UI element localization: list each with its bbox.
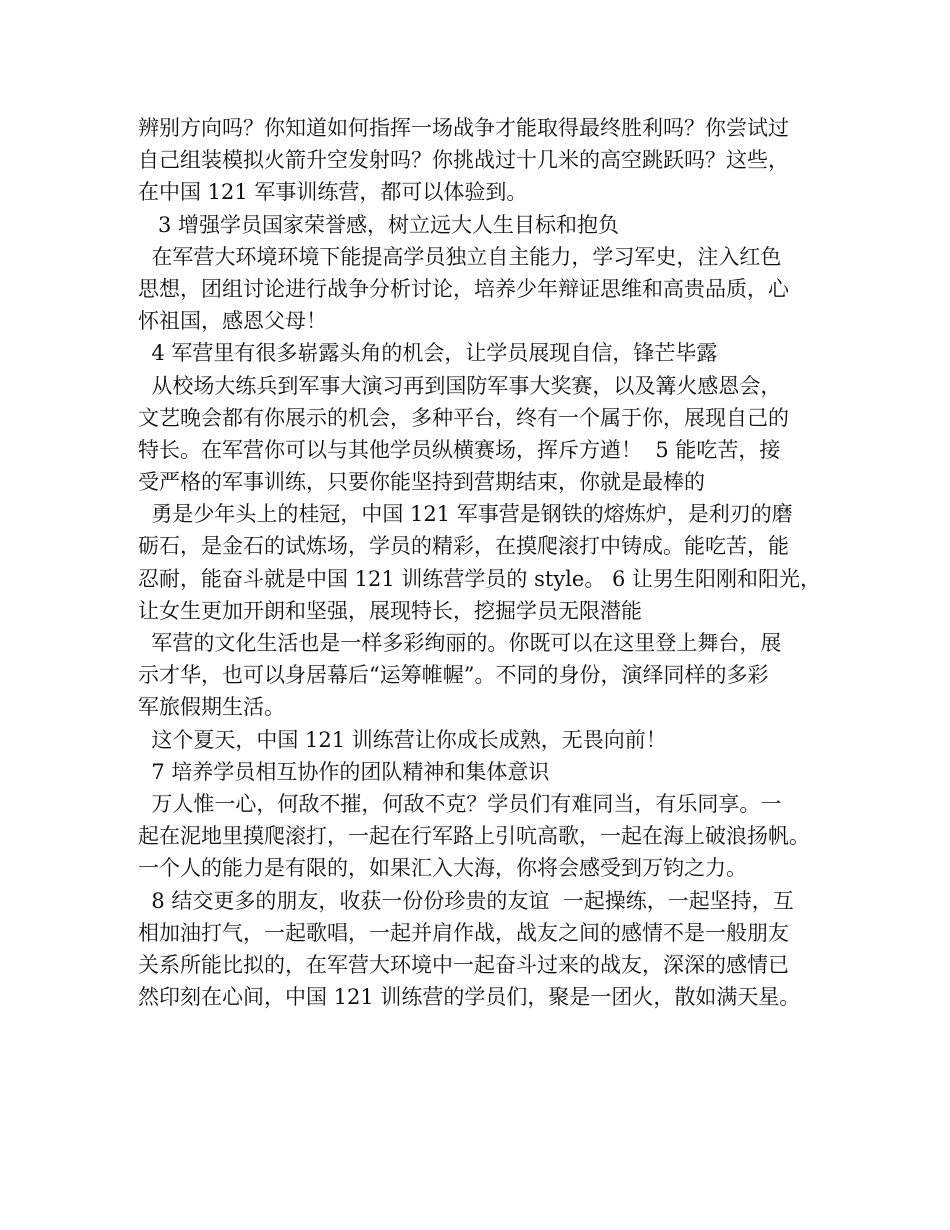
text-line: 忍耐，能奋斗就是中国 121 训练营学员的 style。 6 让男生阳刚和阳光，: [138, 566, 822, 591]
text-line: 然印刻在心间，中国 121 训练营的学员们，聚是一团火，散如满天星。: [138, 985, 801, 1010]
text-line: 一个人的能力是有限的，如果汇入大海，你将会感受到万钧之力。: [138, 856, 747, 881]
text-line: 勇是少年头上的桂冠，中国 121 军事营是钢铁的熔炼炉，是利刃的磨: [138, 502, 793, 527]
text-line: 文艺晚会都有你展示的机会，多种平台，终有一个属于你，展现自己的: [138, 405, 789, 430]
text-line: 相加油打气，一起歌唱，一起并肩作战，战友之间的感情不是一般朋友: [138, 920, 789, 945]
text-line: 思想，团组讨论进行战争分析讨论，培养少年辩证思维和高贵品质，心: [138, 276, 789, 301]
document-body: [138, 112, 838, 1013]
text-line: 军旅假期生活。: [138, 695, 285, 720]
text-line: 砺石，是金石的试炼场，学员的精彩，在摸爬滚打中铸成。能吃苦，能: [138, 534, 789, 559]
text-line: 8 结交更多的朋友，收获一份份珍贵的友谊 一起操练，一起坚持，互: [138, 888, 794, 913]
text-line: 自己组装模拟火箭升空发射吗？你挑战过十几米的高空跳跃吗？这些，: [138, 148, 789, 173]
text-line: 4 军营里有很多崭露头角的机会，让学员展现自信，锋芒毕露: [138, 341, 718, 366]
text-line: 怀祖国，感恩父母！: [138, 309, 327, 334]
text-line: 让女生更加开朗和坚强，展现特长，挖掘学员无限潜能: [138, 598, 642, 623]
text-line: 示才华，也可以身居幕后“运筹帷幄”。不同的身份，演绎同样的多彩: [138, 663, 769, 688]
text-line: 7 培养学员相互协作的团队精神和集体意识: [138, 759, 550, 784]
text-line: 起在泥地里摸爬滚打，一起在行军路上引吭高歌，一起在海上破浪扬帆。: [138, 824, 810, 849]
text-line: 关系所能比拟的，在军营大环境中一起奋斗过来的战友，深深的感情已: [138, 952, 789, 977]
text-line: 万人惟一心，何敌不摧，何敌不克？学员们有难同当，有乐同享。一: [138, 791, 782, 816]
text-line: 这个夏天，中国 121 训练营让你成长成熟，无畏向前！: [138, 727, 667, 752]
text-line: 在军营大环境环境下能提高学员独立自主能力，学习军史，注入红色: [138, 244, 782, 269]
text-line: 军营的文化生活也是一样多彩绚丽的。你既可以在这里登上舞台，展: [138, 631, 782, 655]
text-line: 从校场大练兵到军事大演习再到国防军事大奖赛，以及篝火感恩会，: [138, 373, 782, 398]
text-line: 辨别方向吗？你知道如何指挥一场战争才能取得最终胜利吗？你尝试过: [138, 116, 789, 140]
text-line: 在中国 121 军事训练营，都可以体验到。: [138, 180, 528, 205]
text-line: 3 增强学员国家荣誉感，树立远大人生目标和抱负: [138, 212, 620, 237]
text-line: 特长。在军营你可以与其他学员纵横赛场，挥斥方遒！ 5 能吃苦，接: [138, 437, 781, 462]
text-line: 受严格的军事训练，只要你能坚持到营期结束，你就是最棒的: [138, 470, 705, 495]
